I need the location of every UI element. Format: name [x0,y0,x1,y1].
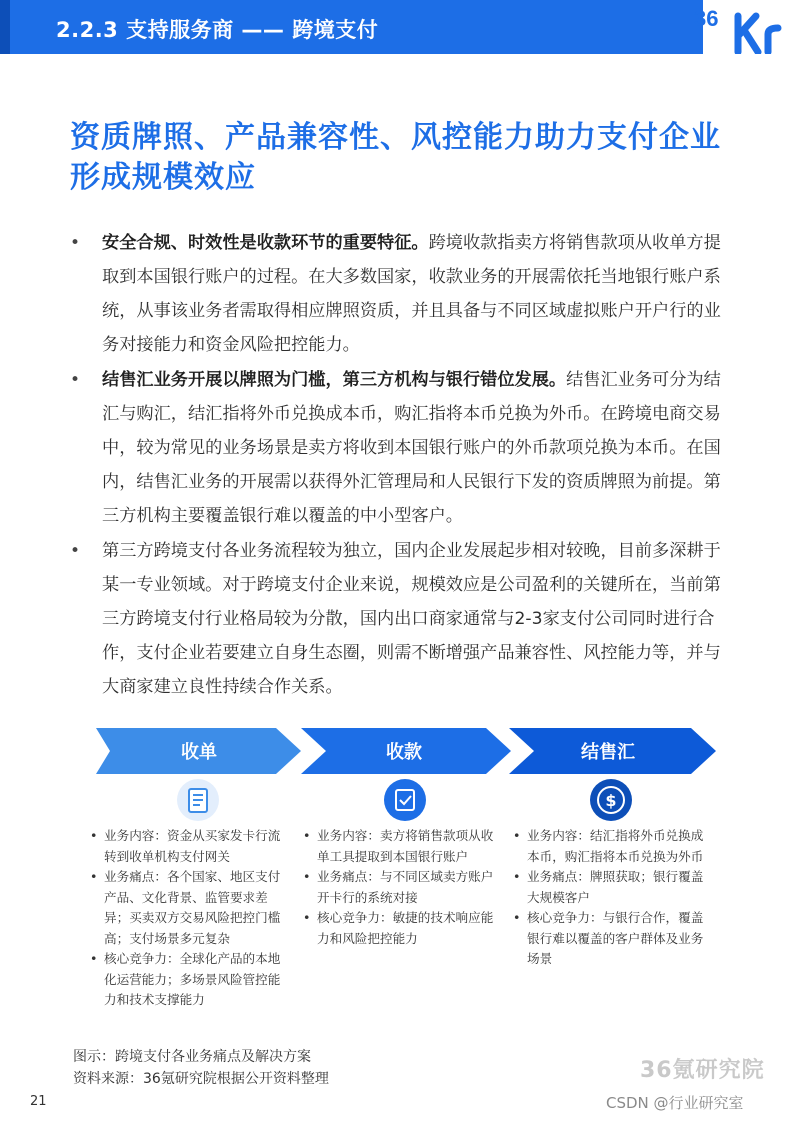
flow-column-1 [88,826,288,1011]
bullet-dot: • [70,233,81,253]
page-number: 21 [30,1094,47,1109]
watermark-csdn: CSDN @行业研究室 [606,1094,744,1112]
step-label-1: 收单 [181,742,217,763]
bullet-bold: 安全合规、时效性是收款环节的重要特征。 [102,233,429,253]
column-item: • 业务痛点：与不同区域卖方账户开卡行的系统对接 [303,869,494,905]
column-item: • 业务痛点：牌照获取；银行覆盖大规模客户 [513,869,704,905]
flow-chevrons [96,728,716,774]
bullet-bold: 结售汇业务开展以牌照为门槛，第三方机构与银行错位发展。 [102,370,567,390]
header-accent [0,0,10,54]
step-label-2: 收款 [386,742,422,763]
column-item: • 核心竞争力：敏捷的技术响应能力和风险把控能力 [303,910,494,946]
bullet-text: 第三方跨境支付各业务流程较为独立，国内企业发展起步相对较晚，目前多深耕于某一专业领域。对于跨境支付企业来说，规模效应是公司盈利的关键所在，当前第三方跨境支付行业格局较为分散，国内出口商家通常与2-3家支付公司同时进行合作，支付企业若要建立自身生态圈，则需不断增强产品兼容性、风控能力等，并与大商家建立良性持续合作关系。 [102,541,721,697]
svg-text:36: 36 [694,6,719,31]
column-item: • 业务内容：资金从买家发卡行流转到收单机构支付网关 [90,828,281,864]
figure-caption [73,1046,329,1090]
svg-text:$: $ [605,791,617,810]
column-item: • 核心竞争力：与银行合作，覆盖银行难以覆盖的客户群体及业务场景 [513,910,704,966]
column-item: • 业务内容：结汇指将外币兑换成本币，购汇指将本币兑换为外币 [513,828,704,864]
step-label-3: 结售汇 [581,742,635,763]
36kr-logo [694,4,793,54]
watermark-brand: 36氪研究院 [640,1058,765,1083]
bullet-list [70,226,725,705]
bullet-text: 跨境收款指卖方将销售款项从收单方提取到本国银行账户的过程。在大多数国家，收款业务的开展需依托当地银行账户系统，从事该业务者需取得相应牌照资质，并且具备与不同区域虚拟账户开户行的业务对接能力和资金风险把控能力。 [102,233,721,355]
checklist-icon [383,778,427,822]
bullet-item [70,226,725,362]
currency-exchange-icon [589,778,633,822]
document-list-icon [176,778,220,822]
column-item: • 核心竞争力：全球化产品的本地化运营能力；多场景风险管控能力和技术支撑能力 [90,951,281,1007]
flow-column-2 [301,826,501,949]
section-title: 2.2.3 支持服务商 —— 跨境支付 [56,18,379,42]
figure-title: 图示：跨境支付各业务痛点及解决方案 [73,1049,311,1065]
column-item: • 业务痛点：各个国家、地区支付产品、文化背景、监管要求差异；买卖双方交易风险把控门槛高；支付场景多元复杂 [90,869,281,946]
header-bar [0,0,703,54]
bullet-item [70,534,725,704]
bullet-item [70,363,725,533]
bullet-text: 结售汇业务可分为结汇与购汇，结汇指将外币兑换成本币，购汇指将本币兑换为外币。在跨境电商交易中，较为常见的业务场景是卖方将收到本国银行账户的外币款项兑换为本币。在国内，结售汇业务的开展需以获得外汇管理局和人民银行下发的资质牌照为前提。第三方机构主要覆盖银行难以覆盖的中小型客户。 [102,370,721,526]
figure-source: 资料来源：36氪研究院根据公开资料整理 [73,1071,329,1087]
bullet-dot: • [70,370,81,390]
flow-column-3 [511,826,711,970]
column-item: • 业务内容：卖方将销售款项从收单工具提取到本国银行账户 [303,828,494,864]
bullet-dot: • [70,541,81,561]
headline: 资质牌照、产品兼容性、风控能力助力支付企业形成规模效应 [70,120,721,195]
